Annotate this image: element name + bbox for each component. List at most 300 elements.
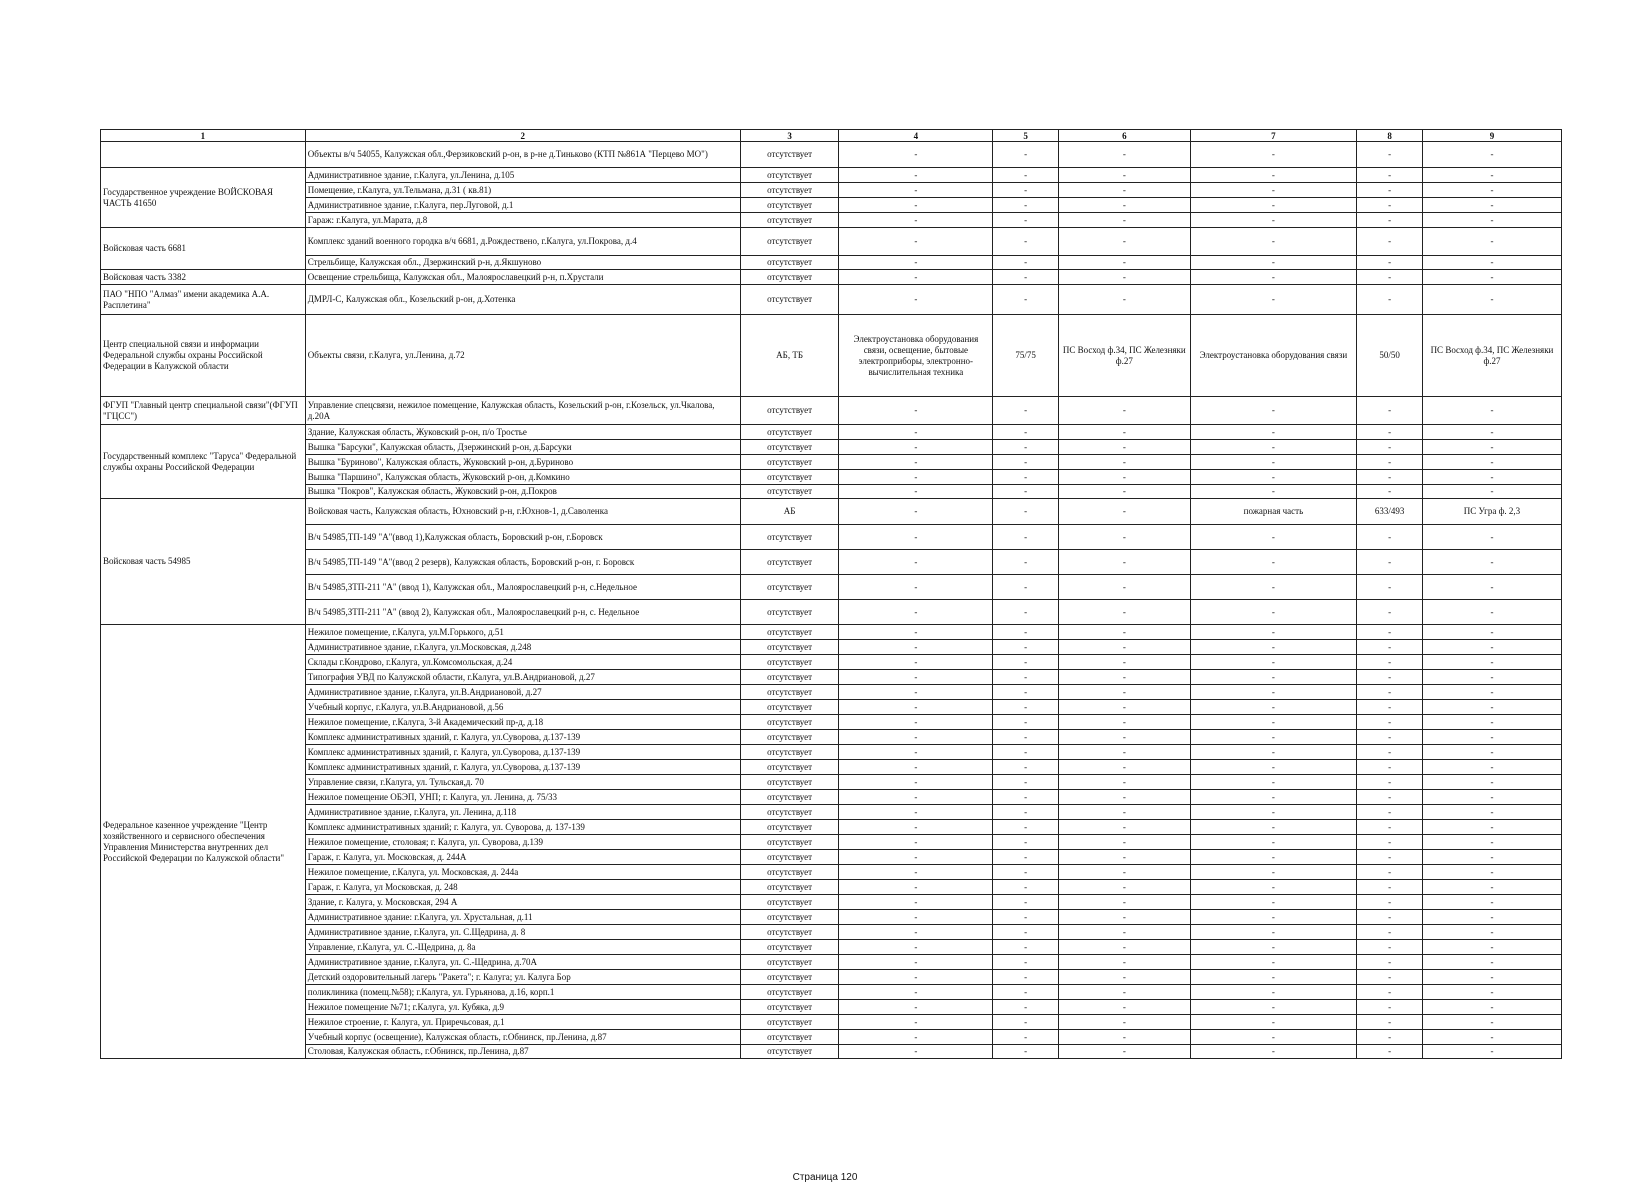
cell-c8: - [1357,198,1423,213]
object-cell: Комплекс административных зданий, г. Калуга, ул.Суворова, д.137-139 [305,730,740,745]
cell-c6: - [1059,425,1191,440]
cell-c5: - [993,1000,1059,1015]
cell-c5: - [993,835,1059,850]
column-number-1: 1 [101,130,306,142]
cell-c3: АБ [740,499,839,525]
cell-c5: - [993,270,1059,285]
data-table [100,129,1562,1059]
cell-c4: - [839,955,993,970]
cell-c9: - [1422,700,1561,715]
cell-c6: - [1059,730,1191,745]
cell-c8: - [1357,790,1423,805]
cell-c7: - [1190,183,1357,198]
cell-c7: - [1190,256,1357,270]
cell-c8: - [1357,850,1423,865]
object-cell: Нежилое помещение, г.Калуга, ул. Московская, д. 244а [305,865,740,880]
object-cell: Комплекс административных зданий, г. Калуга, ул.Суворова, д.137-139 [305,760,740,775]
cell-c4: - [839,625,993,640]
object-cell: Нежилое строение, г. Калуга, ул. Приречьсовая, д.1 [305,1015,740,1030]
cell-c5: - [993,440,1059,455]
object-cell: Вышка "Буриново", Калужская область, Жуковский р-он, д.Буриново [305,455,740,470]
cell-c5: - [993,700,1059,715]
object-cell: Вышка "Паршино", Калужская область, Жуковский р-он, д.Комкино [305,470,740,485]
column-number-9: 9 [1422,130,1561,142]
object-cell: Стрельбище, Калужская обл., Дзержинский р-н, д.Якшуново [305,256,740,270]
object-cell: Гараж, г. Калуга, ул. Московская, д. 244А [305,850,740,865]
cell-c7: - [1190,1030,1357,1045]
cell-c5: - [993,168,1059,183]
column-number-5: 5 [993,130,1059,142]
object-cell: Детский оздоровительный лагерь "Ракета"; г. Калуга; ул. Калуга Бор [305,970,740,985]
table-row [101,228,1562,256]
cell-c7: - [1190,440,1357,455]
table-row [101,775,1562,790]
object-cell: Гараж: г.Калуга, ул.Марата, д.8 [305,213,740,228]
cell-c7: - [1190,575,1357,600]
object-cell: Типография УВД по Калужской области, г.Калуга, ул.В.Андриановой, д.27 [305,670,740,685]
cell-c4: - [839,397,993,425]
cell-c6: - [1059,168,1191,183]
cell-c5: - [993,228,1059,256]
cell-c8: 50/50 [1357,315,1423,397]
cell-c6: - [1059,470,1191,485]
cell-c5: - [993,425,1059,440]
cell-c4: - [839,1030,993,1045]
cell-c4: - [839,925,993,940]
cell-c3: отсутствует [740,910,839,925]
table-row [101,425,1562,440]
cell-c3: отсутствует [740,270,839,285]
cell-c6: - [1059,805,1191,820]
cell-c6: - [1059,142,1191,168]
cell-c6: - [1059,183,1191,198]
cell-c4: - [839,760,993,775]
cell-c3: отсутствует [740,213,839,228]
cell-c5: - [993,670,1059,685]
table-row [101,485,1562,499]
cell-c8: - [1357,655,1423,670]
cell-c9: - [1422,760,1561,775]
cell-c3: отсутствует [740,625,839,640]
cell-c3: отсутствует [740,925,839,940]
cell-c7: - [1190,213,1357,228]
cell-c9: - [1422,715,1561,730]
table-row [101,730,1562,745]
cell-c8: - [1357,940,1423,955]
cell-c5: - [993,397,1059,425]
object-cell: Гараж, г. Калуга, ул Московская, д. 248 [305,880,740,895]
table-row [101,440,1562,455]
table-row [101,256,1562,270]
object-cell: Административное здание, г.Калуга, ул. С.-Щедрина, д.70А [305,955,740,970]
cell-c3: отсутствует [740,455,839,470]
cell-c7: - [1190,745,1357,760]
cell-c9: - [1422,835,1561,850]
cell-c7: - [1190,895,1357,910]
cell-c3: отсутствует [740,640,839,655]
cell-c4: - [839,1015,993,1030]
object-cell: В/ч 54985,ТП-149 "А"(ввод 1),Калужская область, Боровский р-он, г.Боровск [305,525,740,550]
cell-c9: - [1422,910,1561,925]
table-row [101,820,1562,835]
object-cell: Комплекс административных зданий, г. Калуга, ул.Суворова, д.137-139 [305,745,740,760]
cell-c9: - [1422,790,1561,805]
cell-c6: - [1059,910,1191,925]
cell-c8: - [1357,625,1423,640]
cell-c5: - [993,640,1059,655]
cell-c6: - [1059,775,1191,790]
object-cell: ДМРЛ-С, Калужская обл., Козельский р-он, д.Хотенка [305,285,740,315]
cell-c5: - [993,455,1059,470]
cell-c9: - [1422,600,1561,625]
cell-c3: отсутствует [740,440,839,455]
cell-c6: - [1059,640,1191,655]
cell-c5: - [993,213,1059,228]
cell-c9: ПС Угра ф. 2,3 [1422,499,1561,525]
object-cell: Освещение стрельбища, Калужская обл., Малоярославецкий р-н, п.Хрустали [305,270,740,285]
object-cell: Административное здание, г.Калуга, ул.Московская, д.248 [305,640,740,655]
cell-c4: - [839,850,993,865]
table-row [101,835,1562,850]
column-number-4: 4 [839,130,993,142]
table-row [101,760,1562,775]
cell-c7: пожарная часть [1190,499,1357,525]
object-cell: Склады г.Кондрово, г.Калуга, ул.Комсомольская, д.24 [305,655,740,670]
cell-c3: отсутствует [740,835,839,850]
table-row [101,940,1562,955]
table-row [101,790,1562,805]
cell-c5: - [993,256,1059,270]
cell-c5: - [993,775,1059,790]
cell-c9: - [1422,775,1561,790]
cell-c3: АБ, ТБ [740,315,839,397]
cell-c8: - [1357,550,1423,575]
object-cell: Объекты связи, г.Калуга, ул.Ленина, д.72 [305,315,740,397]
cell-c6: - [1059,955,1191,970]
cell-c3: отсутствует [740,685,839,700]
cell-c4: - [839,425,993,440]
cell-c4: - [839,142,993,168]
cell-c6: - [1059,213,1191,228]
cell-c5: - [993,745,1059,760]
cell-c6: - [1059,575,1191,600]
table-row [101,850,1562,865]
cell-c6: - [1059,550,1191,575]
cell-c8: - [1357,820,1423,835]
object-cell: Здание, Калужская область, Жуковский р-он, п/о Тростье [305,425,740,440]
cell-c6: - [1059,670,1191,685]
cell-c8: - [1357,880,1423,895]
object-cell: Нежилое помещение, г.Калуга, 3-й Академический пр-д, д.18 [305,715,740,730]
cell-c4: - [839,745,993,760]
cell-c7: - [1190,985,1357,1000]
cell-c4: - [839,168,993,183]
cell-c8: - [1357,1045,1423,1059]
object-cell: Управление, г.Калуга, ул. С.-Щедрина, д. 8а [305,940,740,955]
cell-c4: - [839,835,993,850]
object-cell: Вышка "Барсуки", Калужская область, Дзержинский р-он, д.Барсуки [305,440,740,455]
table-row [101,499,1562,525]
cell-c7: - [1190,730,1357,745]
cell-c6: - [1059,1000,1191,1015]
object-cell: Управление спецсвязи, нежилое помещение, Калужская область, Козельский р-он, г.Козельск, ул.Чкалова, д.20А [305,397,740,425]
cell-c9: - [1422,805,1561,820]
cell-c4: - [839,880,993,895]
object-cell: Административное здание, г.Калуга, пер.Луговой, д.1 [305,198,740,213]
table-row [101,575,1562,600]
cell-c9: - [1422,925,1561,940]
cell-c6: - [1059,285,1191,315]
cell-c5: - [993,970,1059,985]
cell-c7: - [1190,397,1357,425]
object-cell: Нежилое помещение, столовая; г. Калуга, ул. Суворова, д.139 [305,835,740,850]
cell-c3: отсутствует [740,670,839,685]
cell-c5: - [993,600,1059,625]
cell-c8: - [1357,1030,1423,1045]
organization-cell: ПАО "НПО "Алмаз" имени академика А.А. Расплетина" [101,285,306,315]
object-cell: Вышка "Покров", Калужская область, Жуковский р-он, д.Покров [305,485,740,499]
cell-c4: - [839,575,993,600]
cell-c4: - [839,455,993,470]
cell-c4: - [839,440,993,455]
table-row [101,1045,1562,1059]
cell-c4: - [839,525,993,550]
cell-c5: - [993,285,1059,315]
cell-c6: - [1059,270,1191,285]
cell-c8: - [1357,575,1423,600]
table-row [101,455,1562,470]
cell-c9: - [1422,895,1561,910]
cell-c7: - [1190,925,1357,940]
cell-c6: - [1059,397,1191,425]
cell-c7: - [1190,270,1357,285]
cell-c4: - [839,940,993,955]
cell-c6: - [1059,525,1191,550]
cell-c8: - [1357,183,1423,198]
table-row [101,685,1562,700]
cell-c3: отсутствует [740,600,839,625]
organization-cell: Государственное учреждение ВОЙСКОВАЯ ЧАСТЬ 41650 [101,168,306,228]
cell-c7: - [1190,285,1357,315]
cell-c8: - [1357,470,1423,485]
organization-cell: Войсковая часть 6681 [101,228,306,270]
table-row [101,985,1562,1000]
cell-c8: - [1357,228,1423,256]
cell-c9: - [1422,550,1561,575]
object-cell: Столовая, Калужская область, г.Обнинск, пр.Ленина, д.87 [305,1045,740,1059]
cell-c4: - [839,256,993,270]
cell-c6: - [1059,440,1191,455]
cell-c3: отсутствует [740,525,839,550]
cell-c9: - [1422,640,1561,655]
table-row [101,183,1562,198]
table-row [101,655,1562,670]
cell-c6: - [1059,1030,1191,1045]
object-cell: Управление связи, г.Калуга, ул. Тульская,д. 70 [305,775,740,790]
cell-c6: - [1059,850,1191,865]
object-cell: Помещение, г.Калуга, ул.Тельмана, д.31 ( кв.81) [305,183,740,198]
cell-c5: - [993,575,1059,600]
table-row [101,1030,1562,1045]
cell-c6: - [1059,880,1191,895]
cell-c4: - [839,270,993,285]
cell-c7: - [1190,198,1357,213]
cell-c4: - [839,600,993,625]
cell-c7: - [1190,880,1357,895]
table-row [101,700,1562,715]
cell-c4: - [839,700,993,715]
cell-c8: - [1357,970,1423,985]
cell-c5: - [993,985,1059,1000]
cell-c6: - [1059,485,1191,499]
cell-c9: - [1422,970,1561,985]
object-cell: В/ч 54985,ЗТП-211 "А" (ввод 2), Калужская обл., Малоярославецкий р-н, с. Недельное [305,600,740,625]
cell-c9: - [1422,425,1561,440]
cell-c3: отсутствует [740,1030,839,1045]
cell-c4: - [839,640,993,655]
cell-c5: - [993,142,1059,168]
cell-c3: отсутствует [740,940,839,955]
cell-c6: - [1059,970,1191,985]
object-cell: Здание, г. Калуга, у. Московская, 294 А [305,895,740,910]
cell-c7: - [1190,820,1357,835]
cell-c3: отсутствует [740,1000,839,1015]
cell-c5: - [993,940,1059,955]
cell-c4: - [839,285,993,315]
cell-c6: - [1059,685,1191,700]
cell-c9: - [1422,940,1561,955]
cell-c4: - [839,1000,993,1015]
cell-c7: - [1190,640,1357,655]
cell-c6: - [1059,600,1191,625]
cell-c6: - [1059,820,1191,835]
cell-c3: отсутствует [740,470,839,485]
cell-c8: - [1357,760,1423,775]
cell-c6: - [1059,985,1191,1000]
cell-c8: - [1357,685,1423,700]
cell-c3: отсутствует [740,550,839,575]
cell-c3: отсутствует [740,142,839,168]
cell-c9: - [1422,880,1561,895]
cell-c8: - [1357,455,1423,470]
object-cell: Административное здание: г.Калуга, ул. Хрустальная, д.11 [305,910,740,925]
cell-c9: - [1422,168,1561,183]
organization-cell: Войсковая часть 54985 [101,499,306,625]
cell-c9: - [1422,256,1561,270]
cell-c5: - [993,880,1059,895]
cell-c9: - [1422,1000,1561,1015]
table-row [101,715,1562,730]
cell-c4: - [839,485,993,499]
cell-c8: - [1357,485,1423,499]
cell-c6: - [1059,865,1191,880]
cell-c9: - [1422,955,1561,970]
cell-c7: - [1190,550,1357,575]
cell-c8: - [1357,397,1423,425]
cell-c7: - [1190,850,1357,865]
cell-c8: - [1357,700,1423,715]
cell-c9: - [1422,285,1561,315]
cell-c4: - [839,985,993,1000]
cell-c8: - [1357,985,1423,1000]
cell-c4: - [839,1045,993,1059]
cell-c3: отсутствует [740,730,839,745]
table-row [101,670,1562,685]
cell-c6: ПС Восход ф.34, ПС Железняки ф.27 [1059,315,1191,397]
table-row [101,910,1562,925]
table-row [101,625,1562,640]
object-cell: Нежилое помещение, г.Калуга, ул.М.Горького, д.51 [305,625,740,640]
cell-c7: - [1190,168,1357,183]
cell-c7: - [1190,940,1357,955]
cell-c5: - [993,850,1059,865]
cell-c3: отсутствует [740,805,839,820]
cell-c5: - [993,525,1059,550]
table-row [101,285,1562,315]
cell-c5: - [993,730,1059,745]
cell-c8: - [1357,670,1423,685]
page-number: Страница 120 [792,1172,858,1183]
cell-c4: - [839,183,993,198]
cell-c4: - [839,550,993,575]
object-cell: Комплекс зданий военного городка в/ч 6681, д.Рождествено, г.Калуга, ул.Покрова, д.4 [305,228,740,256]
cell-c7: - [1190,1000,1357,1015]
cell-c5: - [993,715,1059,730]
cell-c5: - [993,470,1059,485]
cell-c5: - [993,760,1059,775]
cell-c5: - [993,655,1059,670]
cell-c3: отсутствует [740,183,839,198]
cell-c7: - [1190,865,1357,880]
cell-c5: - [993,550,1059,575]
cell-c5: - [993,820,1059,835]
cell-c8: - [1357,270,1423,285]
cell-c3: отсутствует [740,745,839,760]
cell-c6: - [1059,745,1191,760]
cell-c3: отсутствует [740,790,839,805]
cell-c5: - [993,805,1059,820]
cell-c9: - [1422,1015,1561,1030]
cell-c9: - [1422,228,1561,256]
cell-c3: отсутствует [740,655,839,670]
cell-c4: - [839,670,993,685]
organization-cell: Центр специальной связи и информации Федеральной службы охраны Российской Федерации в Калужской области [101,315,306,397]
table-row [101,970,1562,985]
cell-c8: - [1357,1015,1423,1030]
column-number-8: 8 [1357,130,1423,142]
cell-c8: 633/493 [1357,499,1423,525]
column-number-header-row [101,130,1562,142]
table-row [101,198,1562,213]
cell-c9: - [1422,985,1561,1000]
cell-c6: - [1059,760,1191,775]
cell-c8: - [1357,865,1423,880]
cell-c9: - [1422,745,1561,760]
cell-c7: - [1190,970,1357,985]
table-row [101,525,1562,550]
object-cell: Административное здание, г.Калуга, ул. С.Щедрина, д. 8 [305,925,740,940]
table-row [101,270,1562,285]
object-cell: Учебный корпус, г.Калуга, ул.В.Андриановой, д.56 [305,700,740,715]
cell-c7: - [1190,760,1357,775]
organization-cell [101,142,306,168]
table-row [101,880,1562,895]
cell-c5: - [993,485,1059,499]
column-number-3: 3 [740,130,839,142]
cell-c6: - [1059,925,1191,940]
table-row [101,470,1562,485]
object-cell: Объекты в/ч 54055, Калужская обл.,Ферзиковский р-он, в р-не д.Тиньково (КТП №861А "Перцево МО") [305,142,740,168]
